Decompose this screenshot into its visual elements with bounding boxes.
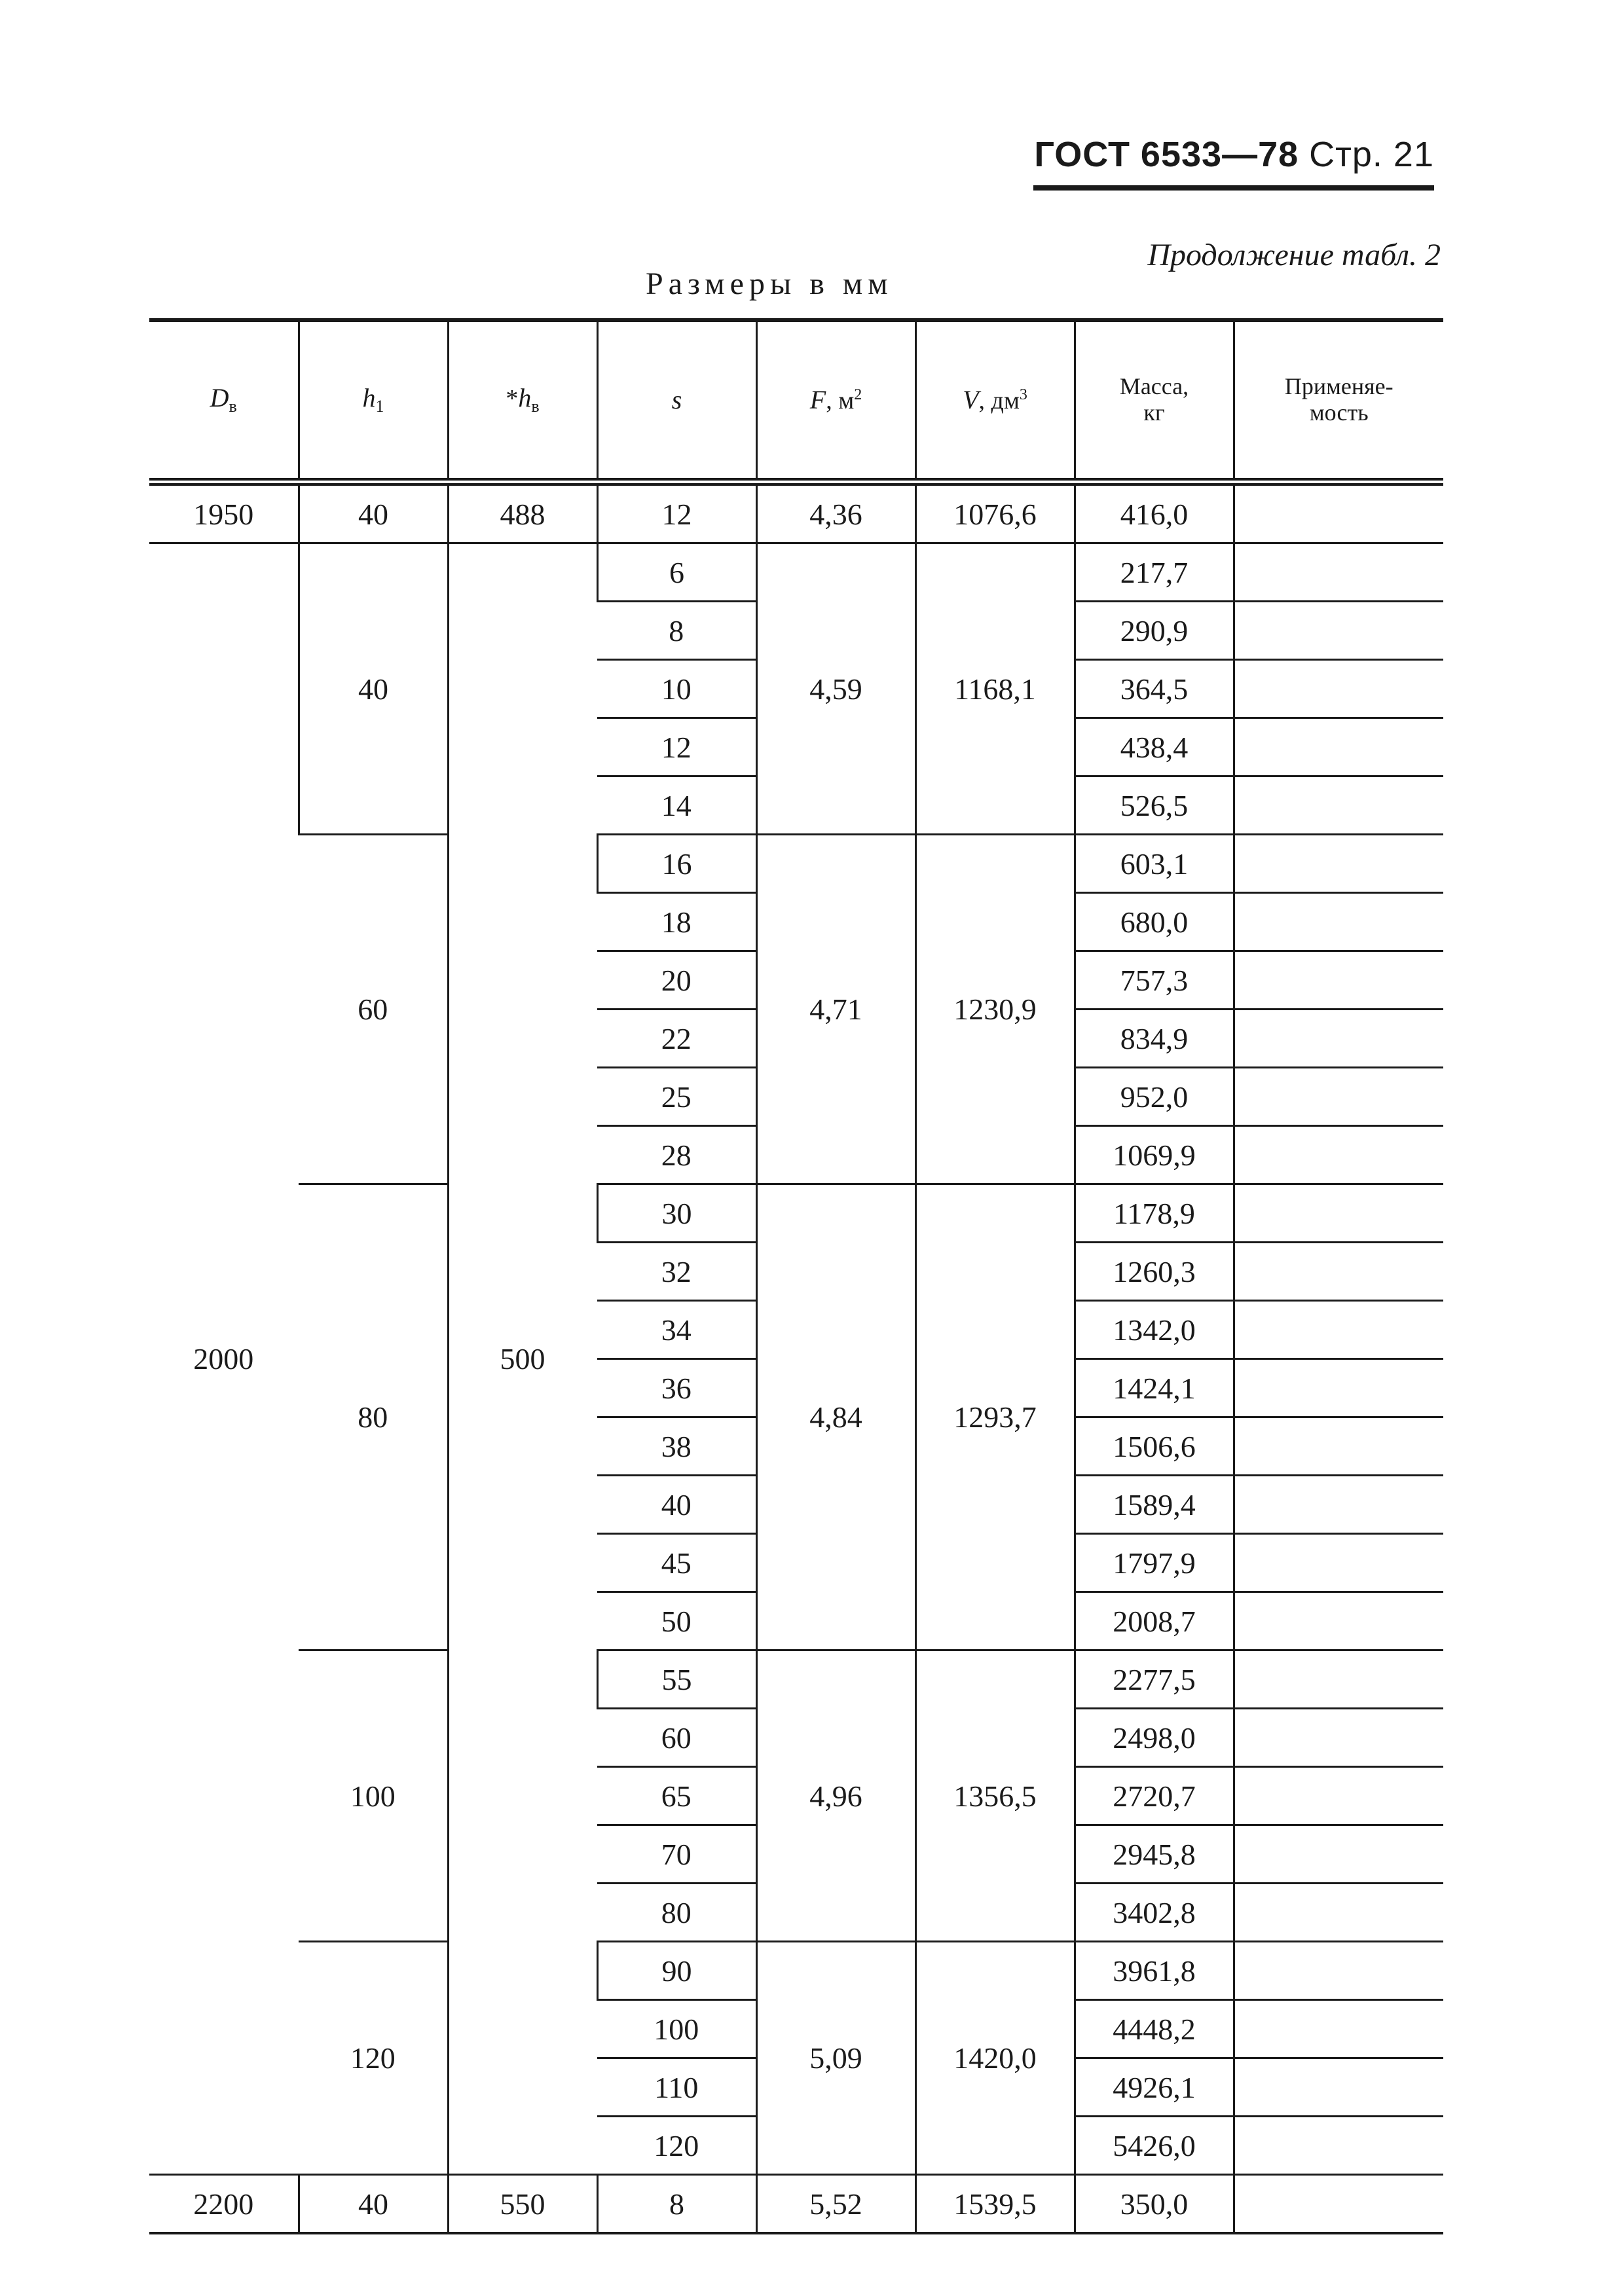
cell-s: 70 <box>597 1825 756 1884</box>
cell-f: 4,36 <box>756 482 915 543</box>
cell-mass: 1178,9 <box>1075 1184 1234 1243</box>
cell-mass: 217,7 <box>1075 543 1234 602</box>
cell-applicability <box>1234 1942 1443 2000</box>
cell-mass: 2008,7 <box>1075 1592 1234 1650</box>
cell-h1: 100 <box>299 1650 448 1942</box>
units-caption: Размеры в мм <box>646 266 893 301</box>
cell-s: 90 <box>597 1942 756 2000</box>
cell-mass: 2945,8 <box>1075 1825 1234 1884</box>
page-header <box>1034 134 1434 175</box>
cell-mass: 416,0 <box>1075 482 1234 543</box>
cell-s: 18 <box>597 893 756 951</box>
cell-s: 12 <box>597 482 756 543</box>
cell-s: 50 <box>597 1592 756 1650</box>
col-header-f: F, $м^2$ <box>756 320 915 482</box>
cell-v: 1539,5 <box>915 2175 1075 2234</box>
cell-applicability <box>1234 1184 1443 1243</box>
cell-s: 28 <box>597 1126 756 1184</box>
cell-mass: 1506,6 <box>1075 1417 1234 1476</box>
cell-s: 36 <box>597 1359 756 1417</box>
standard-number: ГОСТ 6533—78 <box>1034 135 1299 174</box>
cell-s: 38 <box>597 1417 756 1476</box>
table-row <box>149 1184 1443 1243</box>
col-header-h1: $h_1$ <box>299 320 448 482</box>
cell-s: 80 <box>597 1884 756 1942</box>
cell-s: 6 <box>597 543 756 602</box>
cell-mass: 603,1 <box>1075 835 1234 893</box>
cell-applicability <box>1234 1825 1443 1884</box>
table-row <box>149 543 1443 602</box>
cell-mass: 350,0 <box>1075 2175 1234 2234</box>
cell-s: 16 <box>597 835 756 893</box>
cell-mass: 438,4 <box>1075 718 1234 776</box>
cell-s: 20 <box>597 951 756 1010</box>
cell-s: 10 <box>597 660 756 718</box>
cell-s: 8 <box>597 602 756 660</box>
cell-v: 1168,1 <box>915 543 1075 835</box>
cell-mass: 834,9 <box>1075 1010 1234 1068</box>
cell-f: 4,59 <box>756 543 915 835</box>
cell-f: 5,09 <box>756 1942 915 2175</box>
cell-mass: 5426,0 <box>1075 2117 1234 2175</box>
cell-h1: 120 <box>299 1942 448 2175</box>
table-row <box>149 1650 1443 1709</box>
cell-applicability <box>1234 893 1443 951</box>
cell-applicability <box>1234 1709 1443 1767</box>
cell-mass: 364,5 <box>1075 660 1234 718</box>
cell-applicability <box>1234 1650 1443 1709</box>
cell-s: 32 <box>597 1243 756 1301</box>
cell-mass: 2498,0 <box>1075 1709 1234 1767</box>
cell-s: 8 <box>597 2175 756 2234</box>
dimensions-table <box>149 318 1443 2234</box>
cell-applicability <box>1234 718 1443 776</box>
cell-mass: 757,3 <box>1075 951 1234 1010</box>
table-row <box>149 835 1443 893</box>
cell-applicability <box>1234 1884 1443 1942</box>
table-row <box>149 482 1443 543</box>
cell-applicability <box>1234 951 1443 1010</box>
cell-mass: 290,9 <box>1075 602 1234 660</box>
cell-mass: 1260,3 <box>1075 1243 1234 1301</box>
cell-v: 1293,7 <box>915 1184 1075 1650</box>
cell-mass: 4926,1 <box>1075 2058 1234 2117</box>
cell-s: 12 <box>597 718 756 776</box>
cell-v: 1420,0 <box>915 1942 1075 2175</box>
cell-applicability <box>1234 1068 1443 1126</box>
cell-applicability <box>1234 2175 1443 2234</box>
cell-s: 65 <box>597 1767 756 1825</box>
cell-applicability <box>1234 602 1443 660</box>
table-row <box>149 2175 1443 2234</box>
cell-mass: 680,0 <box>1075 893 1234 951</box>
cell-hb: 500 <box>448 543 597 2175</box>
cell-mass: 1589,4 <box>1075 1476 1234 1534</box>
cell-s: 34 <box>597 1301 756 1359</box>
cell-applicability <box>1234 1243 1443 1301</box>
cell-v: 1076,6 <box>915 482 1075 543</box>
table-header-row <box>149 320 1443 482</box>
cell-applicability <box>1234 2000 1443 2058</box>
cell-mass: 2277,5 <box>1075 1650 1234 1709</box>
cell-s: 55 <box>597 1650 756 1709</box>
cell-applicability <box>1234 2117 1443 2175</box>
col-header-applicability: Применяе- мость <box>1234 320 1443 482</box>
cell-s: 100 <box>597 2000 756 2058</box>
cell-applicability <box>1234 1592 1443 1650</box>
cell-s: 110 <box>597 2058 756 2117</box>
cell-applicability <box>1234 660 1443 718</box>
cell-applicability <box>1234 1534 1443 1592</box>
cell-applicability <box>1234 1476 1443 1534</box>
cell-mass: 3402,8 <box>1075 1884 1234 1942</box>
cell-hb: 488 <box>448 482 597 543</box>
cell-applicability <box>1234 1417 1443 1476</box>
cell-applicability <box>1234 776 1443 835</box>
cell-v: 1356,5 <box>915 1650 1075 1942</box>
cell-applicability <box>1234 1767 1443 1825</box>
col-header-s: s <box>597 320 756 482</box>
cell-f: 4,84 <box>756 1184 915 1650</box>
cell-s: 60 <box>597 1709 756 1767</box>
col-header-d: $D_в$ <box>149 320 299 482</box>
col-header-mass: Масса, кг <box>1075 320 1234 482</box>
cell-s: 40 <box>597 1476 756 1534</box>
cell-s: 14 <box>597 776 756 835</box>
cell-h1: 40 <box>299 543 448 835</box>
cell-d: 2200 <box>193 2187 254 2221</box>
cell-applicability <box>1234 2058 1443 2117</box>
cell-s: 120 <box>597 2117 756 2175</box>
cell-s: 25 <box>597 1068 756 1126</box>
cell-mass: 1424,1 <box>1075 1359 1234 1417</box>
cell-mass: 526,5 <box>1075 776 1234 835</box>
cell-f: 5,52 <box>756 2175 915 2234</box>
cell-applicability <box>1234 1359 1443 1417</box>
cell-s: 45 <box>597 1534 756 1592</box>
cell-mass: 4448,2 <box>1075 2000 1234 2058</box>
cell-d: 2000 <box>149 543 299 2175</box>
cell-h1: 60 <box>299 835 448 1184</box>
cell-v: 1230,9 <box>915 835 1075 1184</box>
header-rule <box>1033 185 1434 191</box>
cell-mass: 1069,9 <box>1075 1126 1234 1184</box>
cell-applicability <box>1234 543 1443 602</box>
cell-mass: 952,0 <box>1075 1068 1234 1126</box>
cell-h1: 40 <box>299 482 448 543</box>
cell-mass: 2720,7 <box>1075 1767 1234 1825</box>
table-continuation-note: Продолжение табл. 2 <box>1147 238 1441 272</box>
cell-applicability <box>1234 482 1443 543</box>
cell-applicability <box>1234 1301 1443 1359</box>
cell-mass: 3961,8 <box>1075 1942 1234 2000</box>
col-header-hb: $*h_в$ <box>448 320 597 482</box>
cell-mass: 1797,9 <box>1075 1534 1234 1592</box>
cell-applicability <box>1234 1126 1443 1184</box>
cell-s: 22 <box>597 1010 756 1068</box>
cell-h1: 40 <box>299 2175 448 2234</box>
cell-d: 1950 <box>149 482 299 543</box>
cell-applicability <box>1234 835 1443 893</box>
cell-f: 4,96 <box>756 1650 915 1942</box>
cell-mass: 1342,0 <box>1075 1301 1234 1359</box>
cell-f: 4,71 <box>756 835 915 1184</box>
col-header-v: V, $дм^3$ <box>915 320 1075 482</box>
table-row <box>149 1942 1443 2000</box>
cell-s: 30 <box>597 1184 756 1243</box>
cell-hb: 550 <box>448 2175 597 2234</box>
cell-h1: 80 <box>299 1184 448 1650</box>
cell-applicability <box>1234 1010 1443 1068</box>
page-number: Стр. 21 <box>1309 135 1434 174</box>
